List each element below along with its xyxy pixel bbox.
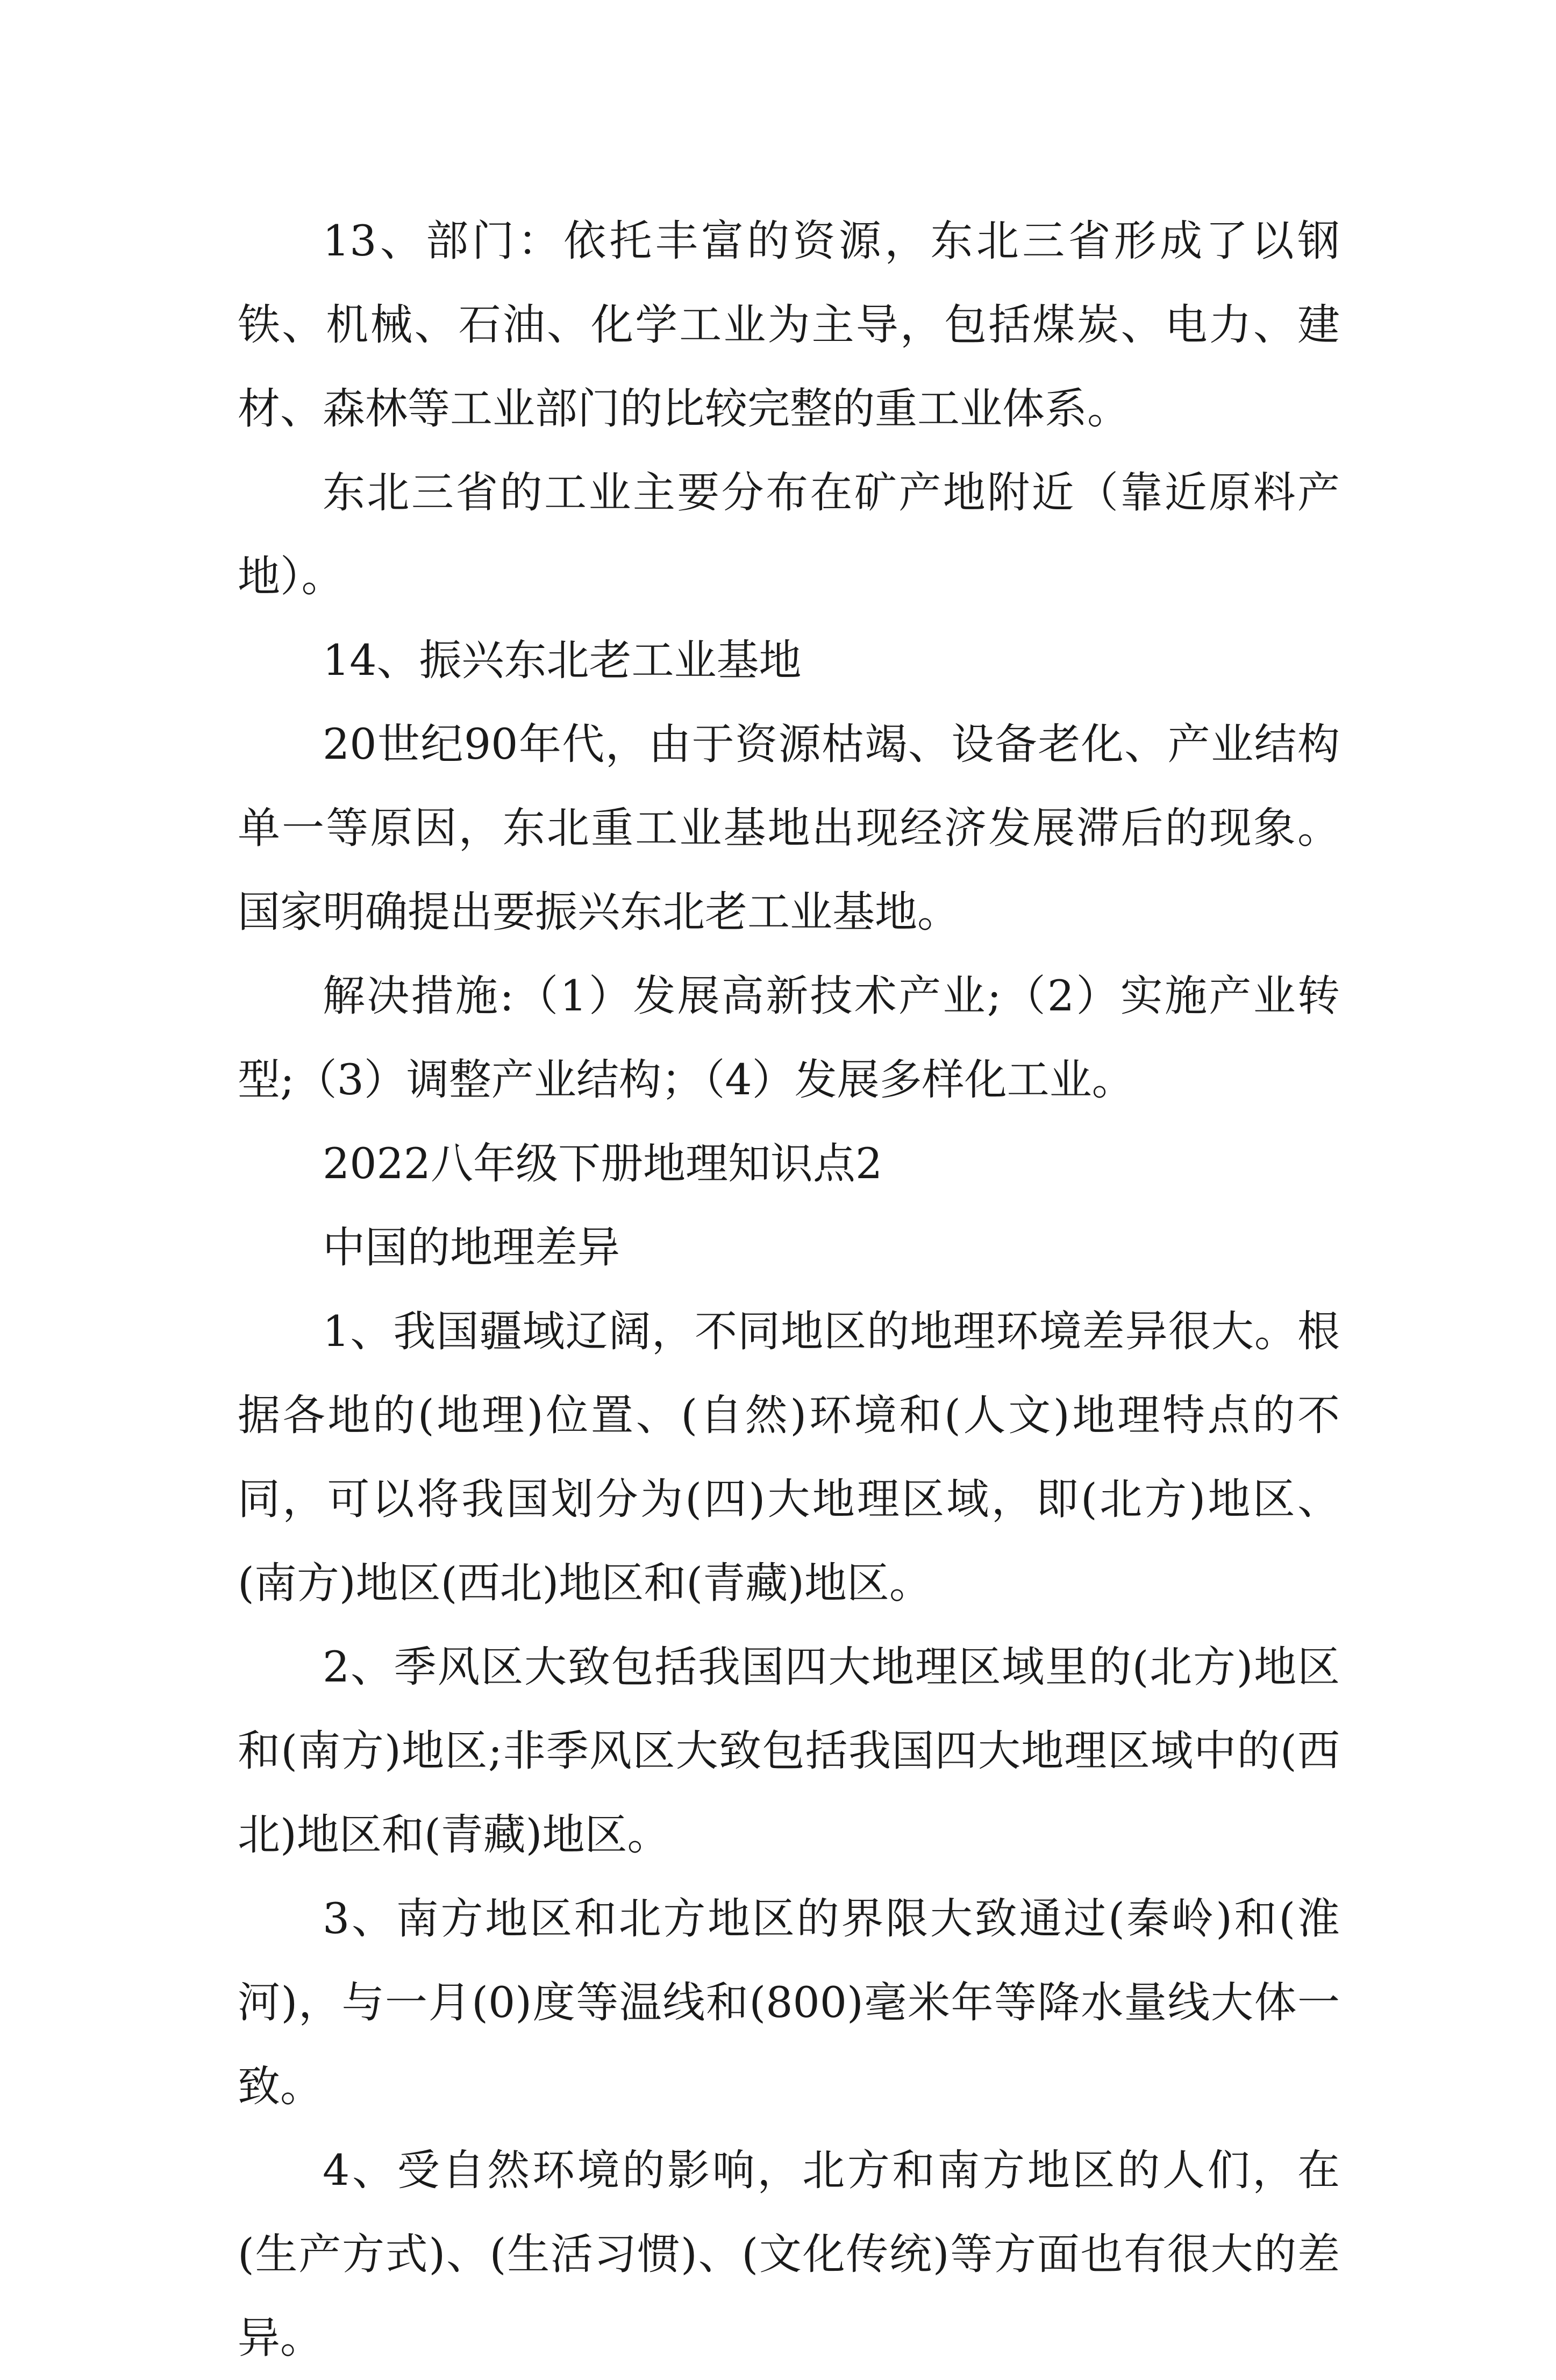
section-subtitle: 中国的地理差异 bbox=[323, 1223, 620, 1272]
paragraph-point-2: 2、季风区大致包括我国四大地理区域里的(北方)地区和(南方)地区;非季风区大致包括我国四大地理区域中的(西北)地区和(青藏)地区。 bbox=[238, 1642, 1340, 1859]
paragraph-point-3: 3、南方地区和北方地区的界限大致通过(秦岭)和(淮河)，与一月(0)度等温线和(800)毫米年等降水量线大体一致。 bbox=[238, 1894, 1340, 2111]
paragraph-point-1: 1、我国疆域辽阔，不同地区的地理环境差异很大。根据各地的(地理)位置、(自然)环境和(人文)地理特点的不同，可以将我国划分为(四)大地理区域，即(北方)地区、(南方)地区(西北)地区和(青藏)地区。 bbox=[238, 1307, 1340, 1608]
paragraph-industry-distribution: 东北三省的工业主要分布在矿产地附近（靠近原料产地）。 bbox=[238, 468, 1340, 601]
paragraph-point-4: 4、受自然环境的影响，北方和南方地区的人们，在(生产方式)、(生活习惯)、(文化传统)等方面也有很大的差异。 bbox=[238, 2146, 1340, 2363]
paragraph-northeast-decline: 20世纪90年代，由于资源枯竭、设备老化、产业结构单一等原因，东北重工业基地出现经济发展滞后的现象。国家明确提出要振兴东北老工业基地。 bbox=[238, 719, 1340, 937]
paragraph-solutions: 解决措施:（1）发展高新技术产业;（2）实施产业转型;（3）调整产业结构；（4）发展多样化工业。 bbox=[238, 971, 1340, 1105]
section-title: 2022八年级下册地理知识点2 bbox=[323, 1139, 883, 1188]
paragraph-industry-sectors: 13、部门：依托丰富的资源，东北三省形成了以钢铁、机械、石油、化学工业为主导，包括煤炭、电力、建材、森林等工业部门的比较完整的重工业体系。 bbox=[238, 216, 1340, 433]
document-body bbox=[238, 199, 1340, 2380]
heading-revitalize-northeast: 14、振兴东北老工业基地 bbox=[323, 636, 802, 685]
